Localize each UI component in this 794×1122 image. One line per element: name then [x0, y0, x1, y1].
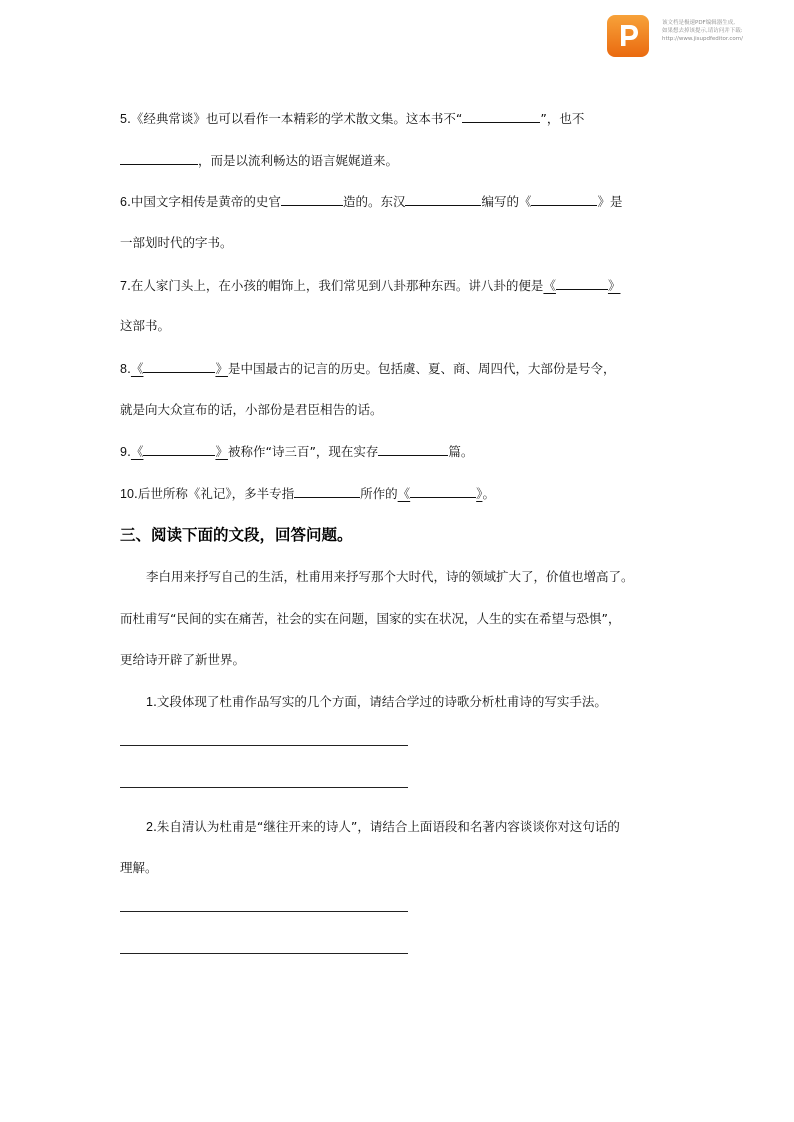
question-text: 》是 [597, 194, 623, 209]
answer-line[interactable] [120, 787, 408, 788]
question-number: 9 [120, 445, 127, 459]
question-5-line-1 [120, 110, 584, 127]
question-8-line-1 [120, 360, 615, 377]
question-text: 是中国最古的记言的历史。包括虞、夏、商、周四代，大部份是号令， [227, 361, 616, 376]
question-text: 编写的《 [481, 194, 532, 209]
question-text: 造的。东汉 [342, 194, 406, 209]
book-bracket-close: 》 [476, 486, 483, 501]
question-text: .朱自清认为杜甫是“继往开来的诗人”，请结合上面语段和名著内容谈谈你对这句话的 [152, 819, 620, 834]
question-6-line-2: 一部划时代的字书。 [120, 235, 233, 250]
question-number: 10 [120, 487, 134, 501]
question-text: .文段体现了杜甫作品写实的几个方面，请结合学过的诗歌分析杜甫诗的写实手法。 [152, 694, 607, 709]
question-text: 篇。 [448, 444, 474, 459]
book-bracket-close: 》 [607, 278, 621, 293]
fill-blank[interactable] [405, 193, 481, 206]
watermark-line: 该文档是极速PDF编辑器生成, [662, 20, 735, 26]
question-text: .在人家门头上，在小孩的帽饰上，我们常见到八卦那种东西。讲八卦的便是 [126, 278, 544, 293]
fill-blank[interactable] [531, 193, 597, 206]
question-number: 8 [120, 362, 127, 376]
answer-line[interactable] [120, 911, 408, 912]
fill-blank[interactable] [143, 443, 215, 456]
question-7-line-1 [120, 277, 620, 294]
fill-blank[interactable] [120, 152, 198, 165]
question-8-line-2: 就是向大众宣布的话，小部份是君臣相告的话。 [120, 402, 383, 417]
question-text: 所作的 [360, 486, 398, 501]
question-text: .中国文字相传是黄帝的史官 [126, 194, 281, 209]
book-bracket-close: 》 [215, 444, 228, 459]
sub-question-2-line-2: 理解。 [120, 860, 158, 875]
question-number: 2 [146, 820, 153, 834]
book-bracket-open: 《 [130, 361, 144, 376]
fill-blank[interactable] [410, 485, 476, 498]
question-number: 7 [120, 279, 127, 293]
passage-line: 而杜甫写“民间的实在痛苦，社会的实在问题，国家的实在状况，人生的实在希望与恐惧”， [120, 611, 621, 626]
book-bracket-open: 《 [543, 278, 556, 293]
fill-blank[interactable] [462, 110, 540, 123]
question-text: ，而是以流利畅达的语言娓娓道来。 [198, 153, 399, 168]
answer-line[interactable] [120, 953, 408, 954]
question-6-line-1 [120, 193, 622, 210]
question-number: 5 [120, 112, 127, 126]
question-9-line-1 [120, 443, 473, 460]
question-text: 被称作“诗三百”，现在实存 [227, 444, 379, 459]
question-text: 。 [482, 486, 495, 501]
answer-line[interactable] [120, 745, 408, 746]
book-bracket-close: 》 [215, 361, 228, 376]
question-text: ”，也不 [540, 111, 585, 126]
passage-line: 更给诗开辟了新世界。 [120, 652, 246, 667]
question-7-line-2: 这部书。 [120, 318, 171, 333]
question-5-line-2 [120, 152, 398, 169]
question-text: .后世所称《礼记》，多半专指 [133, 486, 295, 501]
watermark-line: 如果想去掉该提示,请访问并下载: [662, 28, 743, 34]
watermark-notice [662, 19, 782, 43]
fill-blank[interactable] [294, 485, 360, 498]
section-heading: 三、阅读下面的文段，回答问题。 [120, 526, 353, 544]
question-number: 1 [146, 695, 153, 709]
question-text: .《经典常谈》也可以看作一本精彩的学术散文集。这本书不“ [126, 111, 463, 126]
fill-blank[interactable] [281, 193, 343, 206]
question-number: 6 [120, 195, 127, 209]
watermark-link[interactable]: http://www.jisupdfeditor.com/ [662, 36, 743, 42]
fill-blank[interactable] [143, 360, 215, 373]
passage-line: 李白用来抒写自己的生活，杜甫用来抒写那个大时代，诗的领域扩大了，价值也增高了。 [146, 569, 634, 584]
book-bracket-open: 《 [130, 444, 144, 459]
question-10-line-1 [120, 485, 495, 502]
pdf-editor-logo-icon [606, 14, 650, 58]
sub-question-2-line-1 [146, 819, 620, 835]
question-text: . [126, 444, 131, 459]
sub-question-1 [146, 694, 607, 710]
question-text: . [126, 361, 131, 376]
book-bracket-open: 《 [397, 486, 411, 501]
fill-blank[interactable] [556, 277, 608, 290]
fill-blank[interactable] [378, 443, 448, 456]
